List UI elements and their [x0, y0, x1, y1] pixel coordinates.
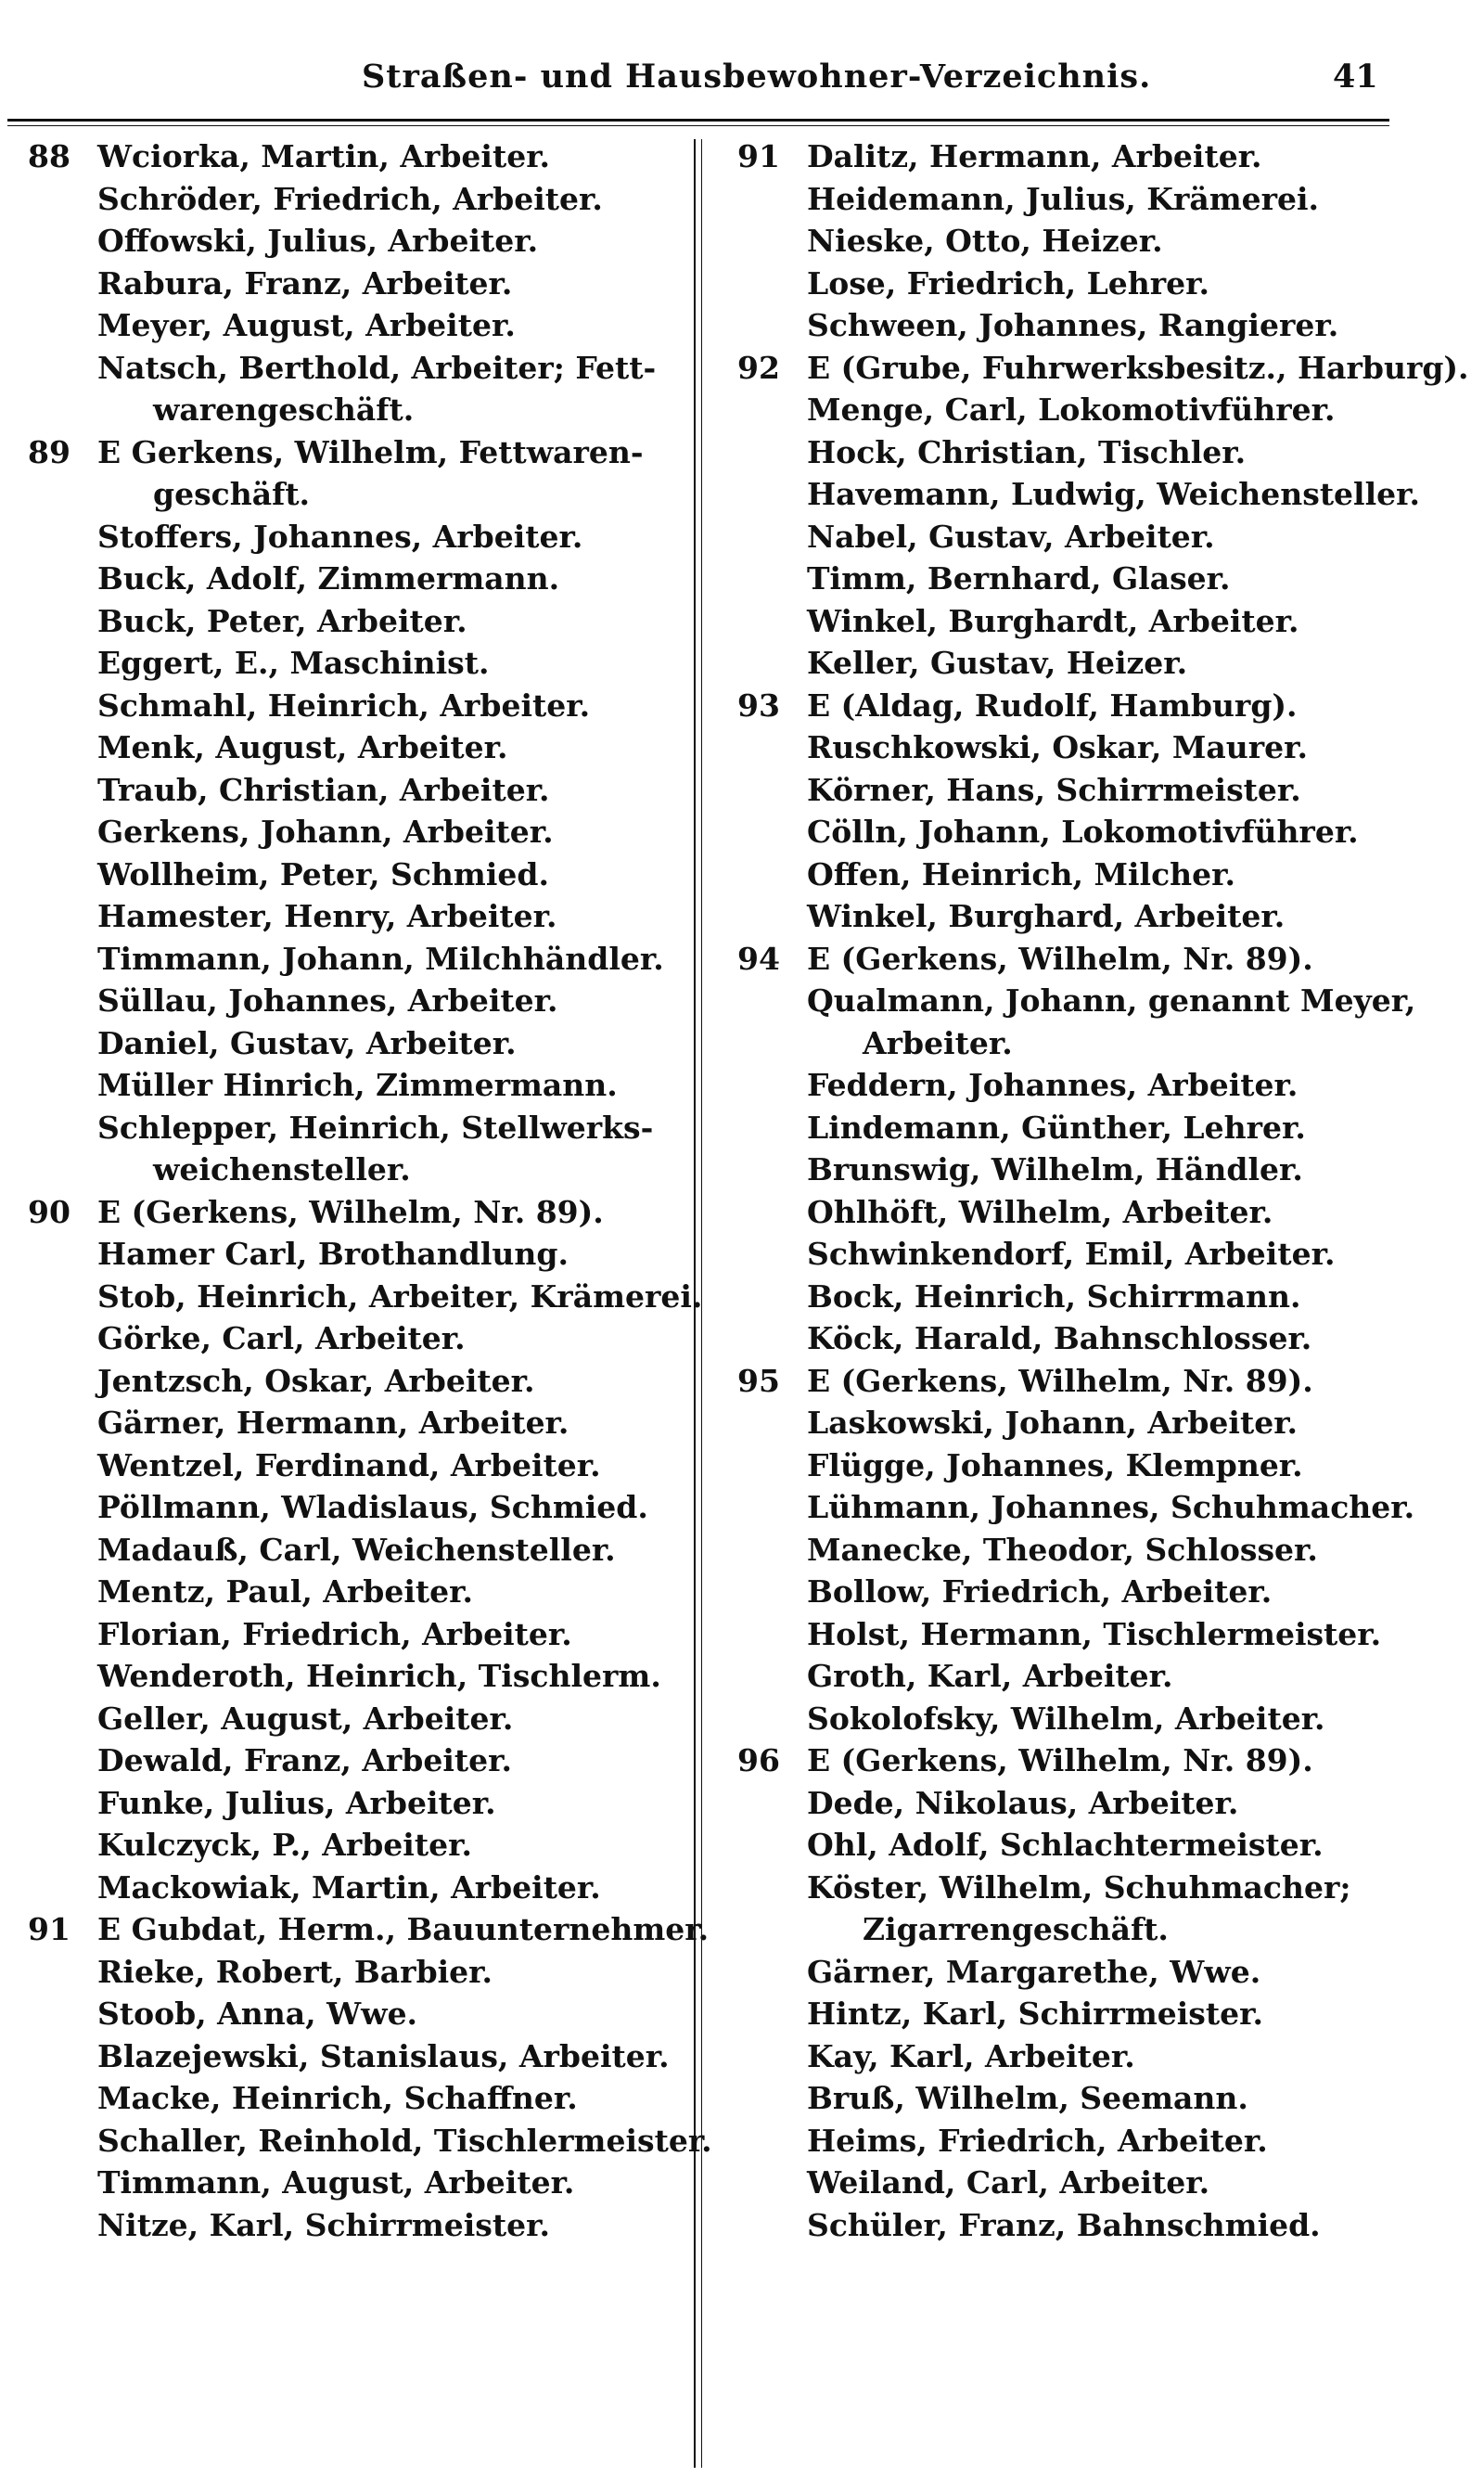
directory-entry [28, 1402, 733, 1444]
directory-entry [737, 2035, 1405, 2078]
directory-entry [737, 473, 1420, 516]
resident-entry: Timm, Bernhard, Glaser. [807, 560, 1231, 597]
resident-entry: Dede, Nikolaus, Arbeiter. [807, 1784, 1239, 1821]
directory-entry [28, 389, 733, 431]
resident-entry: Wciorka, Martin, Arbeiter. [97, 138, 551, 174]
directory-entry [28, 2120, 733, 2163]
directory-entry [28, 1529, 733, 1572]
resident-entry: Bruß, Wilhelm, Seemann. [807, 2080, 1248, 2116]
directory-entry [28, 1191, 733, 1234]
directory-entry [28, 135, 733, 178]
directory-entry [28, 1022, 733, 1065]
resident-entry: Geller, August, Arbeiter. [97, 1700, 514, 1737]
resident-entry: Laskowski, Johann, Arbeiter. [807, 1405, 1298, 1441]
resident-entry: Schmahl, Heinrich, Arbeiter. [97, 687, 591, 724]
directory-entry [737, 2162, 1405, 2204]
directory-entry [28, 516, 733, 558]
directory-entry [737, 938, 1405, 981]
resident-entry: Bock, Heinrich, Schirrmann. [807, 1277, 1301, 1315]
resident-entry: Köster, Wilhelm, Schuhmacher; [807, 1868, 1351, 1906]
directory-entry [28, 642, 733, 685]
directory-entry [28, 726, 733, 769]
directory-entry [737, 178, 1405, 221]
resident-entry: Lindemann, Günther, Lehrer. [807, 1109, 1306, 1146]
resident-entry: Holst, Hermann, Tischlermeister. [807, 1615, 1382, 1652]
directory-entry [737, 726, 1405, 769]
resident-entry: Dewald, Franz, Arbeiter. [97, 1742, 512, 1778]
house-number: 91 [28, 1911, 70, 1947]
house-number: 88 [28, 138, 70, 174]
directory-entry [737, 2120, 1405, 2163]
directory-entry [737, 1064, 1405, 1107]
directory-entry [737, 853, 1405, 896]
left-column [28, 135, 733, 2246]
directory-entry [28, 347, 733, 390]
directory-entry [737, 1739, 1405, 1782]
directory-entry [737, 516, 1405, 558]
resident-entry: Görke, Carl, Arbeiter. [97, 1320, 466, 1356]
directory-entry [737, 1782, 1405, 1825]
directory-entry [28, 1867, 733, 1909]
resident-entry: Rieke, Robert, Barbier. [97, 1953, 493, 1990]
directory-entry [737, 263, 1405, 305]
resident-entry: Bollow, Friedrich, Arbeiter. [807, 1573, 1273, 1610]
house-number: 91 [737, 138, 780, 174]
directory-entry [737, 1107, 1405, 1149]
resident-entry: Lühmann, Johannes, Schuhmacher. [807, 1489, 1415, 1525]
resident-entry: Buck, Peter, Arbeiter. [97, 602, 467, 639]
resident-entry: E (Grube, Fuhrwerksbesitz., Harburg). [807, 349, 1469, 386]
entry-continuation: geschäft. [153, 476, 311, 512]
directory-entry [737, 389, 1405, 431]
resident-entry: E Gerkens, Wilhelm, Fettwaren- [97, 433, 644, 470]
resident-entry: Schröder, Friedrich, Arbeiter. [97, 180, 603, 217]
directory-entry [737, 1149, 1405, 1191]
directory-entry [737, 558, 1405, 600]
directory-entry [28, 1951, 733, 1994]
directory-entry [737, 600, 1405, 643]
resident-entry: Heims, Friedrich, Arbeiter. [807, 2122, 1268, 2159]
directory-entry [28, 600, 733, 643]
resident-entry: Lose, Friedrich, Lehrer. [807, 264, 1210, 302]
resident-entry: Sokolofsky, Wilhelm, Arbeiter. [807, 1700, 1325, 1737]
house-number: 93 [737, 687, 780, 724]
resident-entry: Schüler, Franz, Bahnschmied. [807, 2206, 1321, 2243]
resident-entry: Keller, Gustav, Heizer. [807, 645, 1188, 681]
entry-continuation: warengeschäft. [153, 391, 415, 428]
directory-entry [737, 1022, 1405, 1065]
resident-entry: Wentzel, Ferdinand, Arbeiter. [97, 1446, 601, 1483]
entry-continuation: weichensteller. [153, 1151, 411, 1187]
directory-entry [737, 980, 1416, 1022]
directory-entry [28, 1571, 733, 1613]
directory-entry [28, 1824, 733, 1867]
directory-entry [28, 1233, 733, 1276]
directory-entry [28, 1908, 733, 1951]
entry-continuation: Zigarrengeschäft. [863, 1911, 1169, 1947]
resident-entry: Süllau, Johannes, Arbeiter. [97, 982, 558, 1019]
resident-entry: Menge, Carl, Lokomotivführer. [807, 391, 1336, 428]
directory-entry [28, 178, 733, 221]
resident-entry: Eggert, E., Maschinist. [97, 645, 490, 681]
resident-entry: Schaller, Reinhold, Tischlermeister. [97, 2122, 712, 2159]
resident-entry: Stoffers, Johannes, Arbeiter. [97, 518, 583, 555]
resident-entry: Offen, Heinrich, Milcher. [807, 855, 1236, 892]
directory-entry [737, 1444, 1405, 1487]
resident-entry: Kulczyck, P., Arbeiter. [97, 1827, 472, 1863]
resident-entry: Hamer Carl, Brothandlung. [97, 1236, 569, 1272]
resident-entry: Nabel, Gustav, Arbeiter. [807, 518, 1215, 555]
directory-entry [737, 1360, 1405, 1403]
house-number: 96 [737, 1742, 780, 1778]
page-header [0, 58, 1484, 109]
resident-entry: Mentz, Paul, Arbeiter. [97, 1573, 473, 1610]
resident-entry: Madauß, Carl, Weichensteller. [97, 1531, 616, 1568]
resident-entry: Nitze, Karl, Schirrmeister. [97, 2206, 550, 2243]
resident-entry: Winkel, Burghardt, Arbeiter. [807, 602, 1299, 639]
directory-entry [28, 1655, 733, 1698]
directory-entry [28, 1486, 733, 1529]
resident-entry: Mackowiak, Martin, Arbeiter. [97, 1868, 601, 1906]
resident-entry: Qualmann, Johann, genannt Meyer, [807, 982, 1416, 1019]
resident-entry: Havemann, Ludwig, Weichensteller. [807, 476, 1420, 512]
directory-entry [28, 895, 733, 938]
directory-entry [28, 1613, 733, 1656]
directory-entry [737, 220, 1405, 263]
resident-entry: E (Gerkens, Wilhelm, Nr. 89). [807, 1362, 1313, 1399]
resident-entry: Ruschkowski, Oskar, Maurer. [807, 729, 1308, 765]
resident-entry: Rabura, Franz, Arbeiter. [97, 264, 513, 302]
directory-entry [737, 1993, 1405, 2035]
resident-entry: Macke, Heinrich, Schaffner. [97, 2080, 578, 2116]
resident-entry: Gärner, Hermann, Arbeiter. [97, 1405, 569, 1441]
resident-entry: Gerkens, Johann, Arbeiter. [97, 814, 554, 850]
resident-entry: Timmann, August, Arbeiter. [97, 2164, 575, 2201]
entry-continuation: Arbeiter. [863, 1024, 1013, 1061]
directory-entry [737, 431, 1405, 474]
page-title: Straßen- und Hausbewohner-Verzeichnis. [362, 58, 1152, 96]
resident-entry: Traub, Christian, Arbeiter. [97, 771, 550, 808]
header-rule-thin [7, 125, 1389, 126]
directory-entry [737, 895, 1405, 938]
resident-entry: Ohl, Adolf, Schlachtermeister. [807, 1827, 1324, 1863]
directory-entry [737, 811, 1405, 853]
resident-entry: E (Aldag, Rudolf, Hamburg). [807, 687, 1298, 724]
resident-entry: E Gubdat, Herm., Bauunternehmer. [97, 1911, 710, 1947]
resident-entry: Köck, Harald, Bahnschlosser. [807, 1320, 1312, 1356]
resident-entry: Groth, Karl, Arbeiter. [807, 1658, 1173, 1694]
directory-entry [737, 135, 1405, 178]
directory-entry [737, 1317, 1405, 1360]
house-number: 94 [737, 940, 780, 977]
resident-entry: Körner, Hans, Schirrmeister. [807, 771, 1301, 808]
directory-entry [737, 1908, 1405, 1951]
resident-entry: Nieske, Otto, Heizer. [807, 223, 1163, 259]
directory-entry [28, 304, 733, 347]
house-number: 90 [28, 1193, 70, 1230]
page-number: 41 [1333, 58, 1378, 96]
directory-entry [28, 1782, 733, 1825]
directory-entry [737, 2077, 1405, 2120]
directory-entry [28, 1149, 733, 1191]
resident-entry: Offowski, Julius, Arbeiter. [97, 223, 539, 259]
resident-entry: Daniel, Gustav, Arbeiter. [97, 1024, 517, 1061]
resident-entry: Stob, Heinrich, Arbeiter, Krämerei. [97, 1277, 703, 1315]
directory-entry [28, 2204, 733, 2247]
resident-entry: Meyer, August, Arbeiter. [97, 307, 516, 343]
resident-entry: Cölln, Johann, Lokomotivführer. [807, 814, 1359, 850]
directory-entry [28, 1698, 733, 1740]
resident-entry: Florian, Friedrich, Arbeiter. [97, 1615, 572, 1652]
resident-entry: Stoob, Anna, Wwe. [97, 1996, 418, 2032]
resident-entry: Weiland, Carl, Arbeiter. [807, 2164, 1210, 2201]
directory-entry [28, 685, 733, 727]
directory-entry [737, 1867, 1405, 1909]
directory-entry [737, 1529, 1405, 1572]
directory-entry [737, 685, 1405, 727]
directory-entry [28, 811, 733, 853]
directory-entry [28, 1444, 733, 1487]
house-number: 89 [28, 433, 70, 470]
directory-entry [737, 769, 1405, 812]
directory-entry [737, 1655, 1405, 1698]
resident-entry: Wenderoth, Heinrich, Tischlerm. [97, 1658, 661, 1694]
directory-entry [28, 853, 733, 896]
directory-entry [28, 263, 733, 305]
house-number: 92 [737, 349, 780, 386]
right-column [737, 135, 1469, 2246]
directory-entry [28, 473, 733, 516]
directory-entry [737, 1698, 1405, 1740]
resident-entry: Manecke, Theodor, Schlosser. [807, 1531, 1318, 1568]
directory-entry [28, 769, 733, 812]
directory-entry [737, 1191, 1405, 1234]
resident-entry: Schwinkendorf, Emil, Arbeiter. [807, 1236, 1336, 1272]
resident-entry: Buck, Adolf, Zimmermann. [97, 560, 560, 597]
resident-entry: Funke, Julius, Arbeiter. [97, 1784, 496, 1821]
resident-entry: Pöllmann, Wladislaus, Schmied. [97, 1489, 648, 1525]
directory-entry [737, 1276, 1405, 1318]
resident-entry: Hamester, Henry, Arbeiter. [97, 898, 557, 934]
resident-entry: Feddern, Johannes, Arbeiter. [807, 1067, 1298, 1103]
resident-entry: Blazejewski, Stanislaus, Arbeiter. [97, 2037, 670, 2074]
directory-entry [28, 1360, 733, 1403]
directory-entry [737, 642, 1405, 685]
resident-entry: Menk, August, Arbeiter. [97, 729, 508, 765]
directory-entry [737, 1571, 1405, 1613]
directory-entry [28, 1276, 733, 1318]
directory-entry [28, 938, 733, 981]
resident-entry: Jentzsch, Oskar, Arbeiter. [97, 1362, 535, 1399]
resident-entry: Natsch, Berthold, Arbeiter; Fett- [97, 349, 657, 386]
directory-entry [737, 1824, 1405, 1867]
directory-entry [737, 304, 1405, 347]
directory-entry [737, 1951, 1405, 1994]
directory-entry [28, 431, 733, 474]
resident-entry: Hock, Christian, Tischler. [807, 433, 1247, 470]
resident-entry: E (Gerkens, Wilhelm, Nr. 89). [97, 1193, 604, 1230]
directory-entry [28, 2077, 733, 2120]
directory-entry [28, 1317, 733, 1360]
directory-entry [737, 347, 1469, 390]
directory-entry [737, 1486, 1415, 1529]
resident-entry: Flügge, Johannes, Klempner. [807, 1446, 1303, 1483]
directory-entry [737, 2204, 1405, 2247]
resident-entry: E (Gerkens, Wilhelm, Nr. 89). [807, 1742, 1313, 1778]
directory-entry [737, 1233, 1405, 1276]
header-rule [7, 119, 1389, 122]
house-number: 95 [737, 1362, 780, 1399]
resident-entry: E (Gerkens, Wilhelm, Nr. 89). [807, 940, 1313, 977]
directory-entry [28, 2035, 733, 2078]
directory-entry [737, 1613, 1405, 1656]
resident-entry: Brunswig, Wilhelm, Händler. [807, 1151, 1303, 1187]
resident-entry: Schween, Johannes, Rangierer. [807, 307, 1339, 343]
directory-entry [737, 1402, 1405, 1444]
directory-entry [28, 1064, 733, 1107]
directory-entry [28, 1993, 733, 2035]
directory-entry [28, 980, 733, 1022]
resident-entry: Wollheim, Peter, Schmied. [97, 855, 549, 892]
resident-entry: Dalitz, Hermann, Arbeiter. [807, 138, 1262, 174]
resident-entry: Kay, Karl, Arbeiter. [807, 2037, 1135, 2074]
directory-entry [28, 1739, 733, 1782]
resident-entry: Ohlhöft, Wilhelm, Arbeiter. [807, 1193, 1273, 1230]
resident-entry: Timmann, Johann, Milchhändler. [97, 940, 664, 977]
directory-entry [28, 2162, 733, 2204]
directory-entry [28, 1107, 733, 1149]
directory-entry [28, 220, 733, 263]
resident-entry: Winkel, Burghard, Arbeiter. [807, 898, 1286, 934]
directory-entry [28, 558, 733, 600]
resident-entry: Müller Hinrich, Zimmermann. [97, 1067, 618, 1103]
resident-entry: Hintz, Karl, Schirrmeister. [807, 1996, 1263, 2032]
resident-entry: Schlepper, Heinrich, Stellwerks- [97, 1109, 654, 1146]
resident-entry: Gärner, Margarethe, Wwe. [807, 1953, 1261, 1990]
resident-entry: Heidemann, Julius, Krämerei. [807, 180, 1320, 217]
